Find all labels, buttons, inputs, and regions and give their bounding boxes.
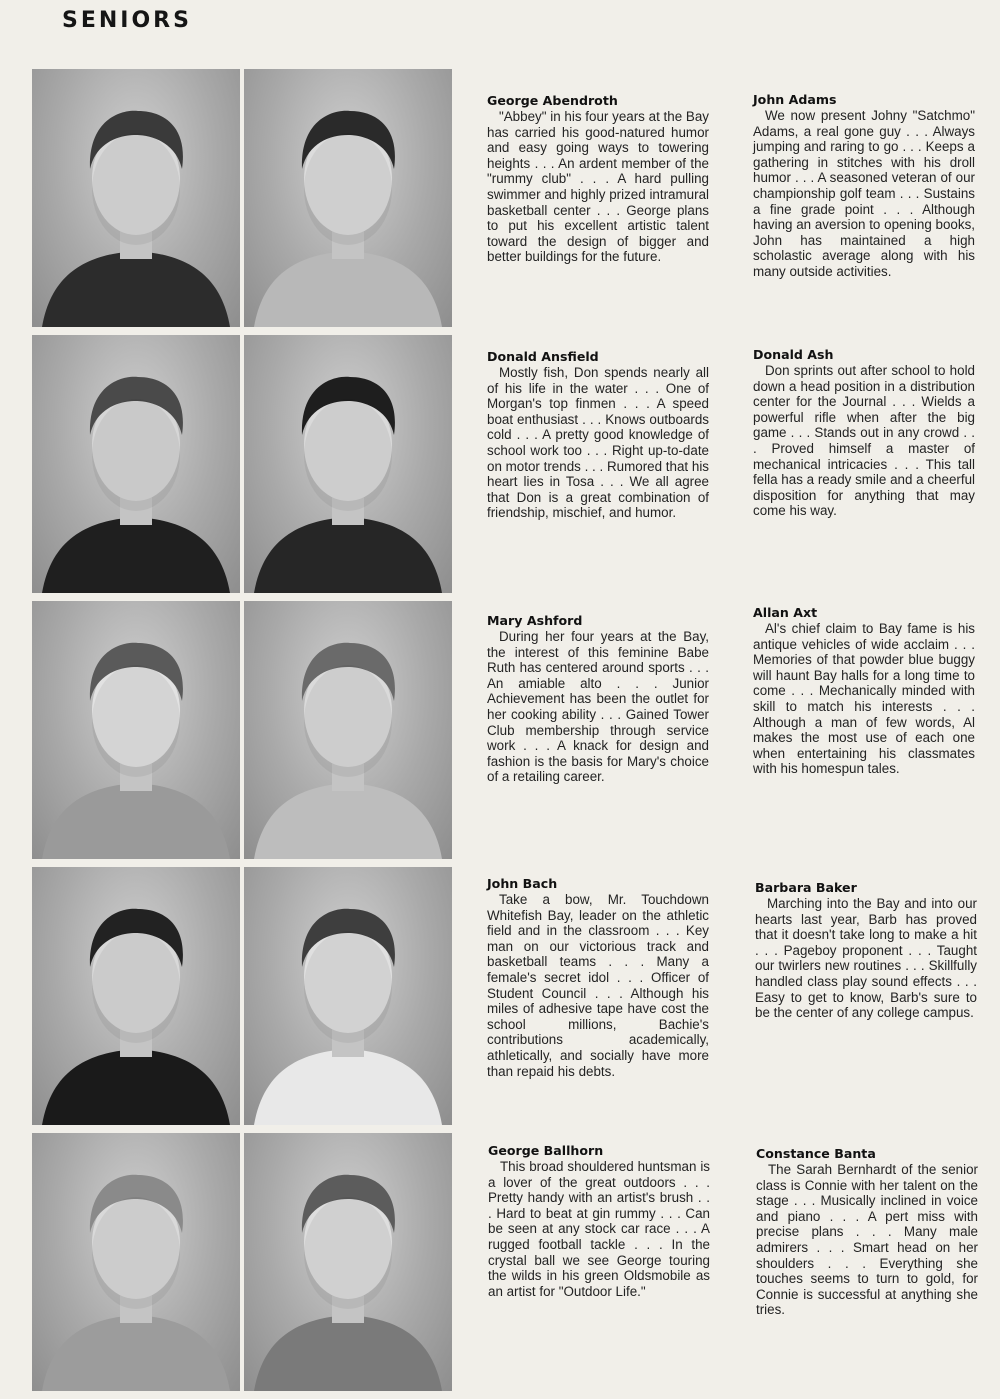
senior-name: Constance Banta xyxy=(756,1146,876,1161)
senior-name: George Ballhorn xyxy=(488,1143,604,1158)
portrait-photo xyxy=(244,867,452,1125)
senior-bio xyxy=(487,93,709,265)
portrait-row xyxy=(32,601,450,864)
senior-name: George Abendroth xyxy=(487,93,618,108)
senior-bio-text: "Abbey" in his four years at the Bay has carried his good-natured humor and easy going ways to towering heights . . . An ardent member of the "rummy club" . . . A hard pulling swimmer and highly prized intramural basketball center . . . George plans to put his excellent artistic talent toward the design of bigger and better buildings for the future. xyxy=(487,109,709,265)
portrait-row xyxy=(32,335,450,598)
senior-bio xyxy=(488,1143,710,1299)
senior-name: Allan Axt xyxy=(753,605,818,620)
senior-bio-text: Don sprints out after school to hold down a head position in a distribution center for the Journal . . . Wields a powerful rifle when after the big game . . . Stands out in any crowd . . . Proved himself a master of mechanical intricacies . . . This tall fella has a ready smile and a cheerful disposition for anything that may come his way. xyxy=(753,363,975,519)
senior-bio-text: During her four years at the Bay, the interest of this feminine Babe Ruth has centered around sports . . . An amiable alto . . . Junior Achievement has been the outlet for her cooking ability . . . Gained Tower Club membership through service work . . . A knack for design and fashion is the basis for Mary's choice of a retailing career. xyxy=(487,629,709,785)
senior-bio-text: Take a bow, Mr. Touchdown Whitefish Bay, leader on the athletic field and in the classroom . . . Key man on our victorious track and basketball teams . . . Many a female's secret idol . . . Officer of Student Council . . . Although his miles of adhesive tape have cost the school millions, Bachie's contributions academically, athletically, and socially have more than repaid his debts. xyxy=(487,892,709,1079)
senior-bio-text: This broad shouldered huntsman is a lover of the great outdoors . . . Pretty handy with an artist's brush . . . Hard to beat at gin rummy . . . Can be seen at any stock car race . . . A rugged football tackle . . . In the crystal ball we see George touring the wilds in his green Oldsmobile as an artist for "Outdoor Life." xyxy=(488,1159,710,1299)
portrait-photo xyxy=(32,1133,240,1391)
portrait-photo xyxy=(32,867,240,1125)
senior-bio-text: We now present Johny "Satchmo" Adams, a real gone guy . . . Always jumping and raring to go . . . Keeps a gathering in stitches with his droll humor . . . A seasoned veteran of our championship golf team . . . Sustains a fine grade point . . . Although having an aversion to opening books, John has maintained a high scholastic average along with his many outside activities. xyxy=(753,108,975,279)
senior-bio xyxy=(487,349,709,521)
senior-bio xyxy=(756,1146,978,1318)
senior-bio xyxy=(753,92,975,280)
senior-name: Mary Ashford xyxy=(487,613,583,628)
senior-bio-text: Mostly fish, Don spends nearly all of his life in the water . . . One of Morgan's top finmen . . . A speed boat enthusiast . . . Knows outboards cold . . . A pretty good knowledge of school work too . . . Right up-to-date on motor trends . . . Rumored that his heart lies in Tosa . . . We all agree that Don is a great combination of friendship, mischief, and humor. xyxy=(487,365,709,521)
portrait-photo xyxy=(244,1133,452,1391)
portrait-photo xyxy=(32,601,240,859)
portrait-photo xyxy=(244,69,452,327)
page-title: SENIORS xyxy=(62,8,192,33)
senior-name: John Bach xyxy=(487,876,558,891)
senior-name: Donald Ansfield xyxy=(487,349,599,364)
portrait-row xyxy=(32,867,450,1130)
senior-bio xyxy=(487,876,709,1079)
senior-bio xyxy=(753,605,975,777)
portrait-row xyxy=(32,69,450,332)
portrait-grid xyxy=(32,69,450,1399)
senior-bio xyxy=(755,880,977,1021)
portrait-photo xyxy=(244,601,452,859)
portrait-photo xyxy=(32,335,240,593)
portrait-photo xyxy=(244,335,452,593)
senior-bio xyxy=(753,347,975,519)
senior-bio-text: Al's chief claim to Bay fame is his antique vehicles of wide acclaim . . . Memories of that powder blue buggy will haunt Bay halls for a long time to come . . . Mechanically minded with skill to match his interests . . . Although a man of few words, Al makes the most use of each one when entertaining his classmates with his homespun tales. xyxy=(753,621,975,777)
senior-bio-text: The Sarah Bernhardt of the senior class is Connie with her talent on the stage . . . Musically inclined in voice and piano . . . A pert miss with precise plans . . . Many male admirers . . . Smart head on her shoulders . . . Everything she touches seems to turn to gold, for Connie is successful at anything she tries. xyxy=(756,1162,978,1318)
senior-name: Donald Ash xyxy=(753,347,834,362)
portrait-row xyxy=(32,1133,450,1396)
senior-name: John Adams xyxy=(753,92,837,107)
senior-name: Barbara Baker xyxy=(755,880,857,895)
senior-bio-text: Marching into the Bay and into our hearts last year, Barb has proved that it doesn't take long to make a hit . . . Pageboy proponent . . . Taught our twirlers new routines . . . Skillfully handled class play sound effects . . . Easy to get to know, Barb's sure to be the center of any college campus. xyxy=(755,896,977,1021)
portrait-photo xyxy=(32,69,240,327)
senior-bio xyxy=(487,613,709,785)
